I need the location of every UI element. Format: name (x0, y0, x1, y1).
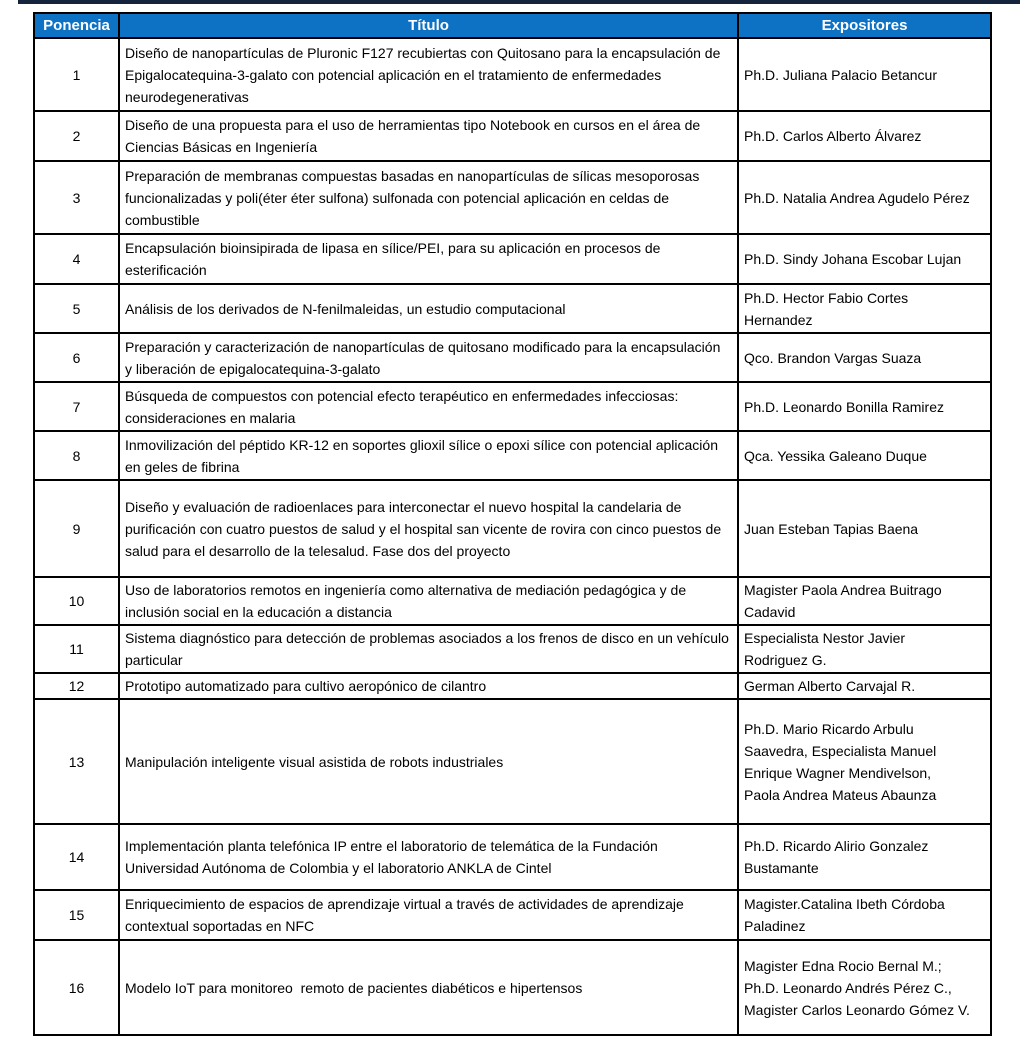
table-row (34, 577, 991, 625)
presenters-cell: Magister Paola Andrea Buitrago Cadavid (738, 577, 991, 625)
row-number-cell: 4 (34, 234, 119, 284)
title-cell: Enriquecimiento de espacios de aprendizaje virtual a través de actividades de aprendizaje contextual soportadas en NFC (119, 890, 738, 940)
table-row (34, 333, 991, 382)
table-row (34, 234, 991, 284)
table-row (34, 382, 991, 431)
title-cell: Diseño de nanopartículas de Pluronic F127 recubiertas con Quitosano para la encapsulación de Epigalocatequina-3-galato con potencial aplicación en el tratamiento de enfermedades neurodegenerativas (119, 38, 738, 111)
presenters-cell: Magister.Catalina Ibeth Córdoba Paladinez (738, 890, 991, 940)
presenters-cell: Qca. Yessika Galeano Duque (738, 431, 991, 480)
header-row (34, 13, 991, 38)
title-cell: Modelo IoT para monitoreo remoto de pacientes diabéticos e hipertensos (119, 940, 738, 1035)
table-row (34, 111, 991, 161)
presenters-cell: Magister Edna Rocio Bernal M.; Ph.D. Leonardo Andrés Pérez C., Magister Carlos Leonardo Gómez V. (738, 940, 991, 1035)
table-row (34, 940, 991, 1035)
table-row (34, 824, 991, 890)
row-number-cell: 15 (34, 890, 119, 940)
row-number-cell: 12 (34, 673, 119, 699)
presenters-cell: Ph.D. Carlos Alberto Álvarez (738, 111, 991, 161)
table-row (34, 480, 991, 577)
ponencias-table (33, 12, 992, 1036)
presenters-cell: Ph.D. Hector Fabio Cortes Hernandez (738, 284, 991, 333)
row-number-cell: 5 (34, 284, 119, 333)
row-number-cell: 10 (34, 577, 119, 625)
title-cell: Sistema diagnóstico para detección de problemas asociados a los frenos de disco en un vehículo particular (119, 625, 738, 673)
table-row (34, 673, 991, 699)
title-cell: Implementación planta telefónica IP entre el laboratorio de telemática de la Fundación Universidad Autónoma de Colombia y el laboratorio ANKLA de Cintel (119, 824, 738, 890)
presenters-cell: Ph.D. Natalia Andrea Agudelo Pérez (738, 161, 991, 234)
title-cell: Preparación y caracterización de nanopartículas de quitosano modificado para la encapsulación y liberación de epigalocatequina-3-galato (119, 333, 738, 382)
title-cell: Encapsulación bioinsipirada de lipasa en sílice/PEI, para su aplicación en procesos de esterificación (119, 234, 738, 284)
presenters-cell: Ph.D. Juliana Palacio Betancur (738, 38, 991, 111)
presenters-cell: Ph.D. Leonardo Bonilla Ramirez (738, 382, 991, 431)
title-cell: Análisis de los derivados de N-fenilmaleidas, un estudio computacional (119, 284, 738, 333)
table-row (34, 699, 991, 824)
table-body (34, 38, 991, 1035)
table-row (34, 625, 991, 673)
presenters-cell: Juan Esteban Tapias Baena (738, 480, 991, 577)
row-number-cell: 13 (34, 699, 119, 824)
table-row (34, 38, 991, 111)
header-expositores: Expositores (738, 13, 991, 38)
row-number-cell: 8 (34, 431, 119, 480)
presenters-cell: Ph.D. Mario Ricardo Arbulu Saavedra, Especialista Manuel Enrique Wagner Mendivelson, Paola Andrea Mateus Abaunza (738, 699, 991, 824)
row-number-cell: 2 (34, 111, 119, 161)
table-row (34, 431, 991, 480)
row-number-cell: 6 (34, 333, 119, 382)
row-number-cell: 16 (34, 940, 119, 1035)
row-number-cell: 14 (34, 824, 119, 890)
row-number-cell: 3 (34, 161, 119, 234)
header-titulo: Título (119, 13, 738, 38)
row-number-cell: 1 (34, 38, 119, 111)
presenters-cell: Ph.D. Ricardo Alirio Gonzalez Bustamante (738, 824, 991, 890)
table-row (34, 161, 991, 234)
title-cell: Preparación de membranas compuestas basadas en nanopartículas de sílicas mesoporosas funcionalizadas y poli(éter éter sulfona) sulfonada con potencial aplicación en celdas de combustible (119, 161, 738, 234)
presenters-cell: Qco. Brandon Vargas Suaza (738, 333, 991, 382)
cropped-table-edge (18, 0, 1020, 4)
table-row (34, 890, 991, 940)
table-row (34, 284, 991, 333)
presenters-cell: German Alberto Carvajal R. (738, 673, 991, 699)
row-number-cell: 11 (34, 625, 119, 673)
header-ponencia: Ponencia (34, 13, 119, 38)
title-cell: Diseño de una propuesta para el uso de herramientas tipo Notebook en cursos en el área de Ciencias Básicas en Ingeniería (119, 111, 738, 161)
presenters-cell: Especialista Nestor Javier Rodriguez G. (738, 625, 991, 673)
row-number-cell: 7 (34, 382, 119, 431)
title-cell: Prototipo automatizado para cultivo aeropónico de cilantro (119, 673, 738, 699)
row-number-cell: 9 (34, 480, 119, 577)
title-cell: Inmovilización del péptido KR-12 en soportes glioxil sílice o epoxi sílice con potencial aplicación en geles de fibrina (119, 431, 738, 480)
title-cell: Uso de laboratorios remotos en ingeniería como alternativa de mediación pedagógica y de inclusión social en la educación a distancia (119, 577, 738, 625)
title-cell: Diseño y evaluación de radioenlaces para interconectar el nuevo hospital la candelaria de purificación con cuatro puestos de salud y el hospital san vicente de rovira con cinco puestos de salud para el desarrollo de la telesalud. Fase dos del proyecto (119, 480, 738, 577)
presenters-cell: Ph.D. Sindy Johana Escobar Lujan (738, 234, 991, 284)
title-cell: Búsqueda de compuestos con potencial efecto terapéutico en enfermedades infecciosas: consideraciones en malaria (119, 382, 738, 431)
title-cell: Manipulación inteligente visual asistida de robots industriales (119, 699, 738, 824)
